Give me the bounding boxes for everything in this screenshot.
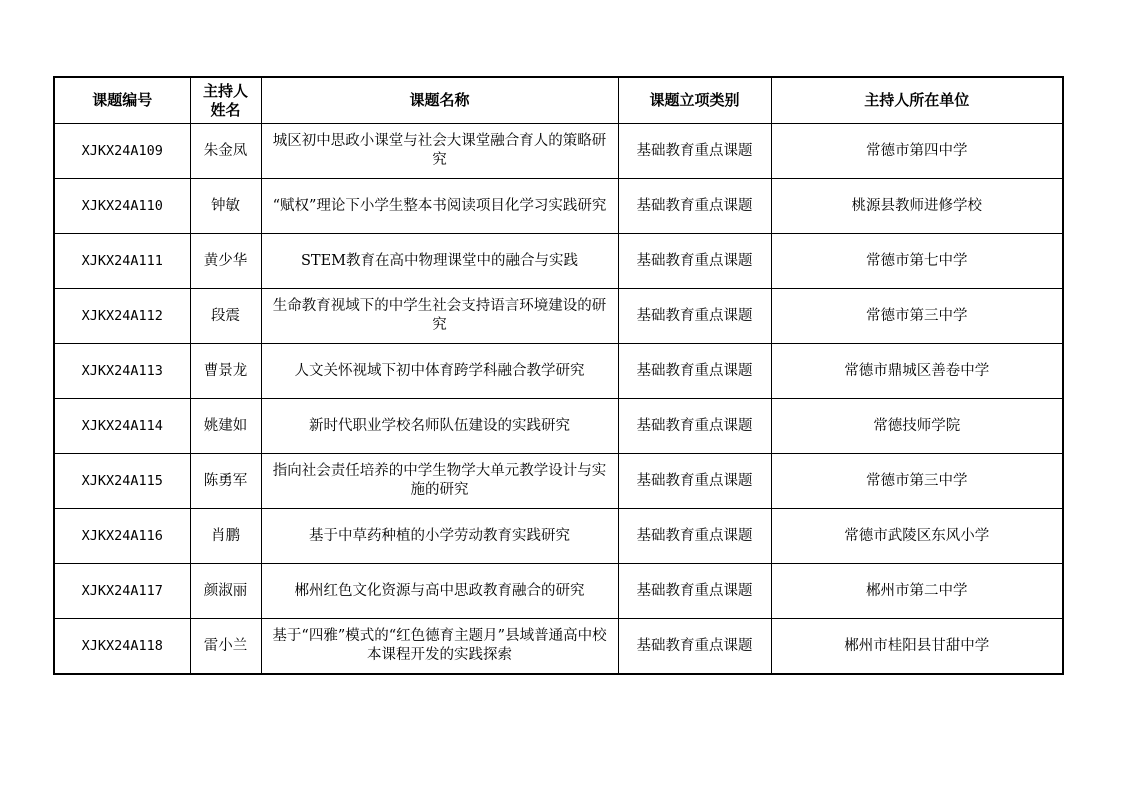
project-id-cell: XJKX24A117 bbox=[54, 564, 190, 619]
host-name-cell: 朱金凤 bbox=[190, 124, 261, 179]
host-name-cell: 钟敏 bbox=[190, 179, 261, 234]
project-title-cell: “赋权”理论下小学生整本书阅读项目化学习实践研究 bbox=[261, 179, 618, 234]
project-category-cell: 基础教育重点课题 bbox=[618, 509, 771, 564]
header-project-id: 课题编号 bbox=[54, 77, 190, 124]
project-category-cell: 基础教育重点课题 bbox=[618, 399, 771, 454]
host-unit-cell: 郴州市桂阳县甘甜中学 bbox=[771, 619, 1063, 675]
project-title-cell: 基于中草药种植的小学劳动教育实践研究 bbox=[261, 509, 618, 564]
host-name-cell: 雷小兰 bbox=[190, 619, 261, 675]
project-category-cell: 基础教育重点课题 bbox=[618, 124, 771, 179]
host-name-cell: 黄少华 bbox=[190, 234, 261, 289]
table-row bbox=[54, 179, 1063, 234]
project-category-cell: 基础教育重点课题 bbox=[618, 564, 771, 619]
host-unit-cell: 郴州市第二中学 bbox=[771, 564, 1063, 619]
project-id-cell: XJKX24A111 bbox=[54, 234, 190, 289]
table-row bbox=[54, 509, 1063, 564]
host-name-cell: 段震 bbox=[190, 289, 261, 344]
host-unit-cell: 常德技师学院 bbox=[771, 399, 1063, 454]
table-row bbox=[54, 564, 1063, 619]
header-host-unit: 主持人所在单位 bbox=[771, 77, 1063, 124]
project-category-cell: 基础教育重点课题 bbox=[618, 289, 771, 344]
host-unit-cell: 常德市第七中学 bbox=[771, 234, 1063, 289]
project-category-cell: 基础教育重点课题 bbox=[618, 344, 771, 399]
host-unit-cell: 常德市武陵区东风小学 bbox=[771, 509, 1063, 564]
host-name-cell: 姚建如 bbox=[190, 399, 261, 454]
host-name-cell: 颜淑丽 bbox=[190, 564, 261, 619]
project-title-cell: 城区初中思政小课堂与社会大课堂融合育人的策略研究 bbox=[261, 124, 618, 179]
host-name-cell: 肖鹏 bbox=[190, 509, 261, 564]
table-row bbox=[54, 399, 1063, 454]
project-title-cell: 人文关怀视域下初中体育跨学科融合教学研究 bbox=[261, 344, 618, 399]
header-project-title: 课题名称 bbox=[261, 77, 618, 124]
table-row bbox=[54, 289, 1063, 344]
project-title-cell: 指向社会责任培养的中学生物学大单元教学设计与实施的研究 bbox=[261, 454, 618, 509]
project-id-cell: XJKX24A112 bbox=[54, 289, 190, 344]
project-title-cell: STEM教育在高中物理课堂中的融合与实践 bbox=[261, 234, 618, 289]
project-id-cell: XJKX24A113 bbox=[54, 344, 190, 399]
project-category-cell: 基础教育重点课题 bbox=[618, 454, 771, 509]
project-title-cell: 基于“四雅”模式的“红色德育主题月”县域普通高中校本课程开发的实践探索 bbox=[261, 619, 618, 675]
host-unit-cell: 常德市鼎城区善卷中学 bbox=[771, 344, 1063, 399]
host-unit-cell: 常德市第三中学 bbox=[771, 454, 1063, 509]
header-project-category: 课题立项类别 bbox=[618, 77, 771, 124]
project-category-cell: 基础教育重点课题 bbox=[618, 179, 771, 234]
project-id-cell: XJKX24A114 bbox=[54, 399, 190, 454]
table-header-row bbox=[54, 77, 1063, 124]
project-title-cell: 新时代职业学校名师队伍建设的实践研究 bbox=[261, 399, 618, 454]
project-table-container bbox=[53, 76, 1064, 675]
host-name-cell: 陈勇军 bbox=[190, 454, 261, 509]
host-unit-cell: 常德市第四中学 bbox=[771, 124, 1063, 179]
project-title-cell: 郴州红色文化资源与高中思政教育融合的研究 bbox=[261, 564, 618, 619]
project-table bbox=[53, 76, 1064, 675]
table-row bbox=[54, 619, 1063, 675]
project-category-cell: 基础教育重点课题 bbox=[618, 234, 771, 289]
host-name-cell: 曹景龙 bbox=[190, 344, 261, 399]
project-category-cell: 基础教育重点课题 bbox=[618, 619, 771, 675]
project-title-cell: 生命教育视域下的中学生社会支持语言环境建设的研究 bbox=[261, 289, 618, 344]
host-unit-cell: 常德市第三中学 bbox=[771, 289, 1063, 344]
host-unit-cell: 桃源县教师进修学校 bbox=[771, 179, 1063, 234]
project-id-cell: XJKX24A115 bbox=[54, 454, 190, 509]
table-row bbox=[54, 344, 1063, 399]
project-id-cell: XJKX24A118 bbox=[54, 619, 190, 675]
table-row bbox=[54, 124, 1063, 179]
project-id-cell: XJKX24A109 bbox=[54, 124, 190, 179]
table-row bbox=[54, 234, 1063, 289]
project-id-cell: XJKX24A116 bbox=[54, 509, 190, 564]
project-id-cell: XJKX24A110 bbox=[54, 179, 190, 234]
header-host-name: 主持人 姓名 bbox=[190, 77, 261, 124]
table-row bbox=[54, 454, 1063, 509]
